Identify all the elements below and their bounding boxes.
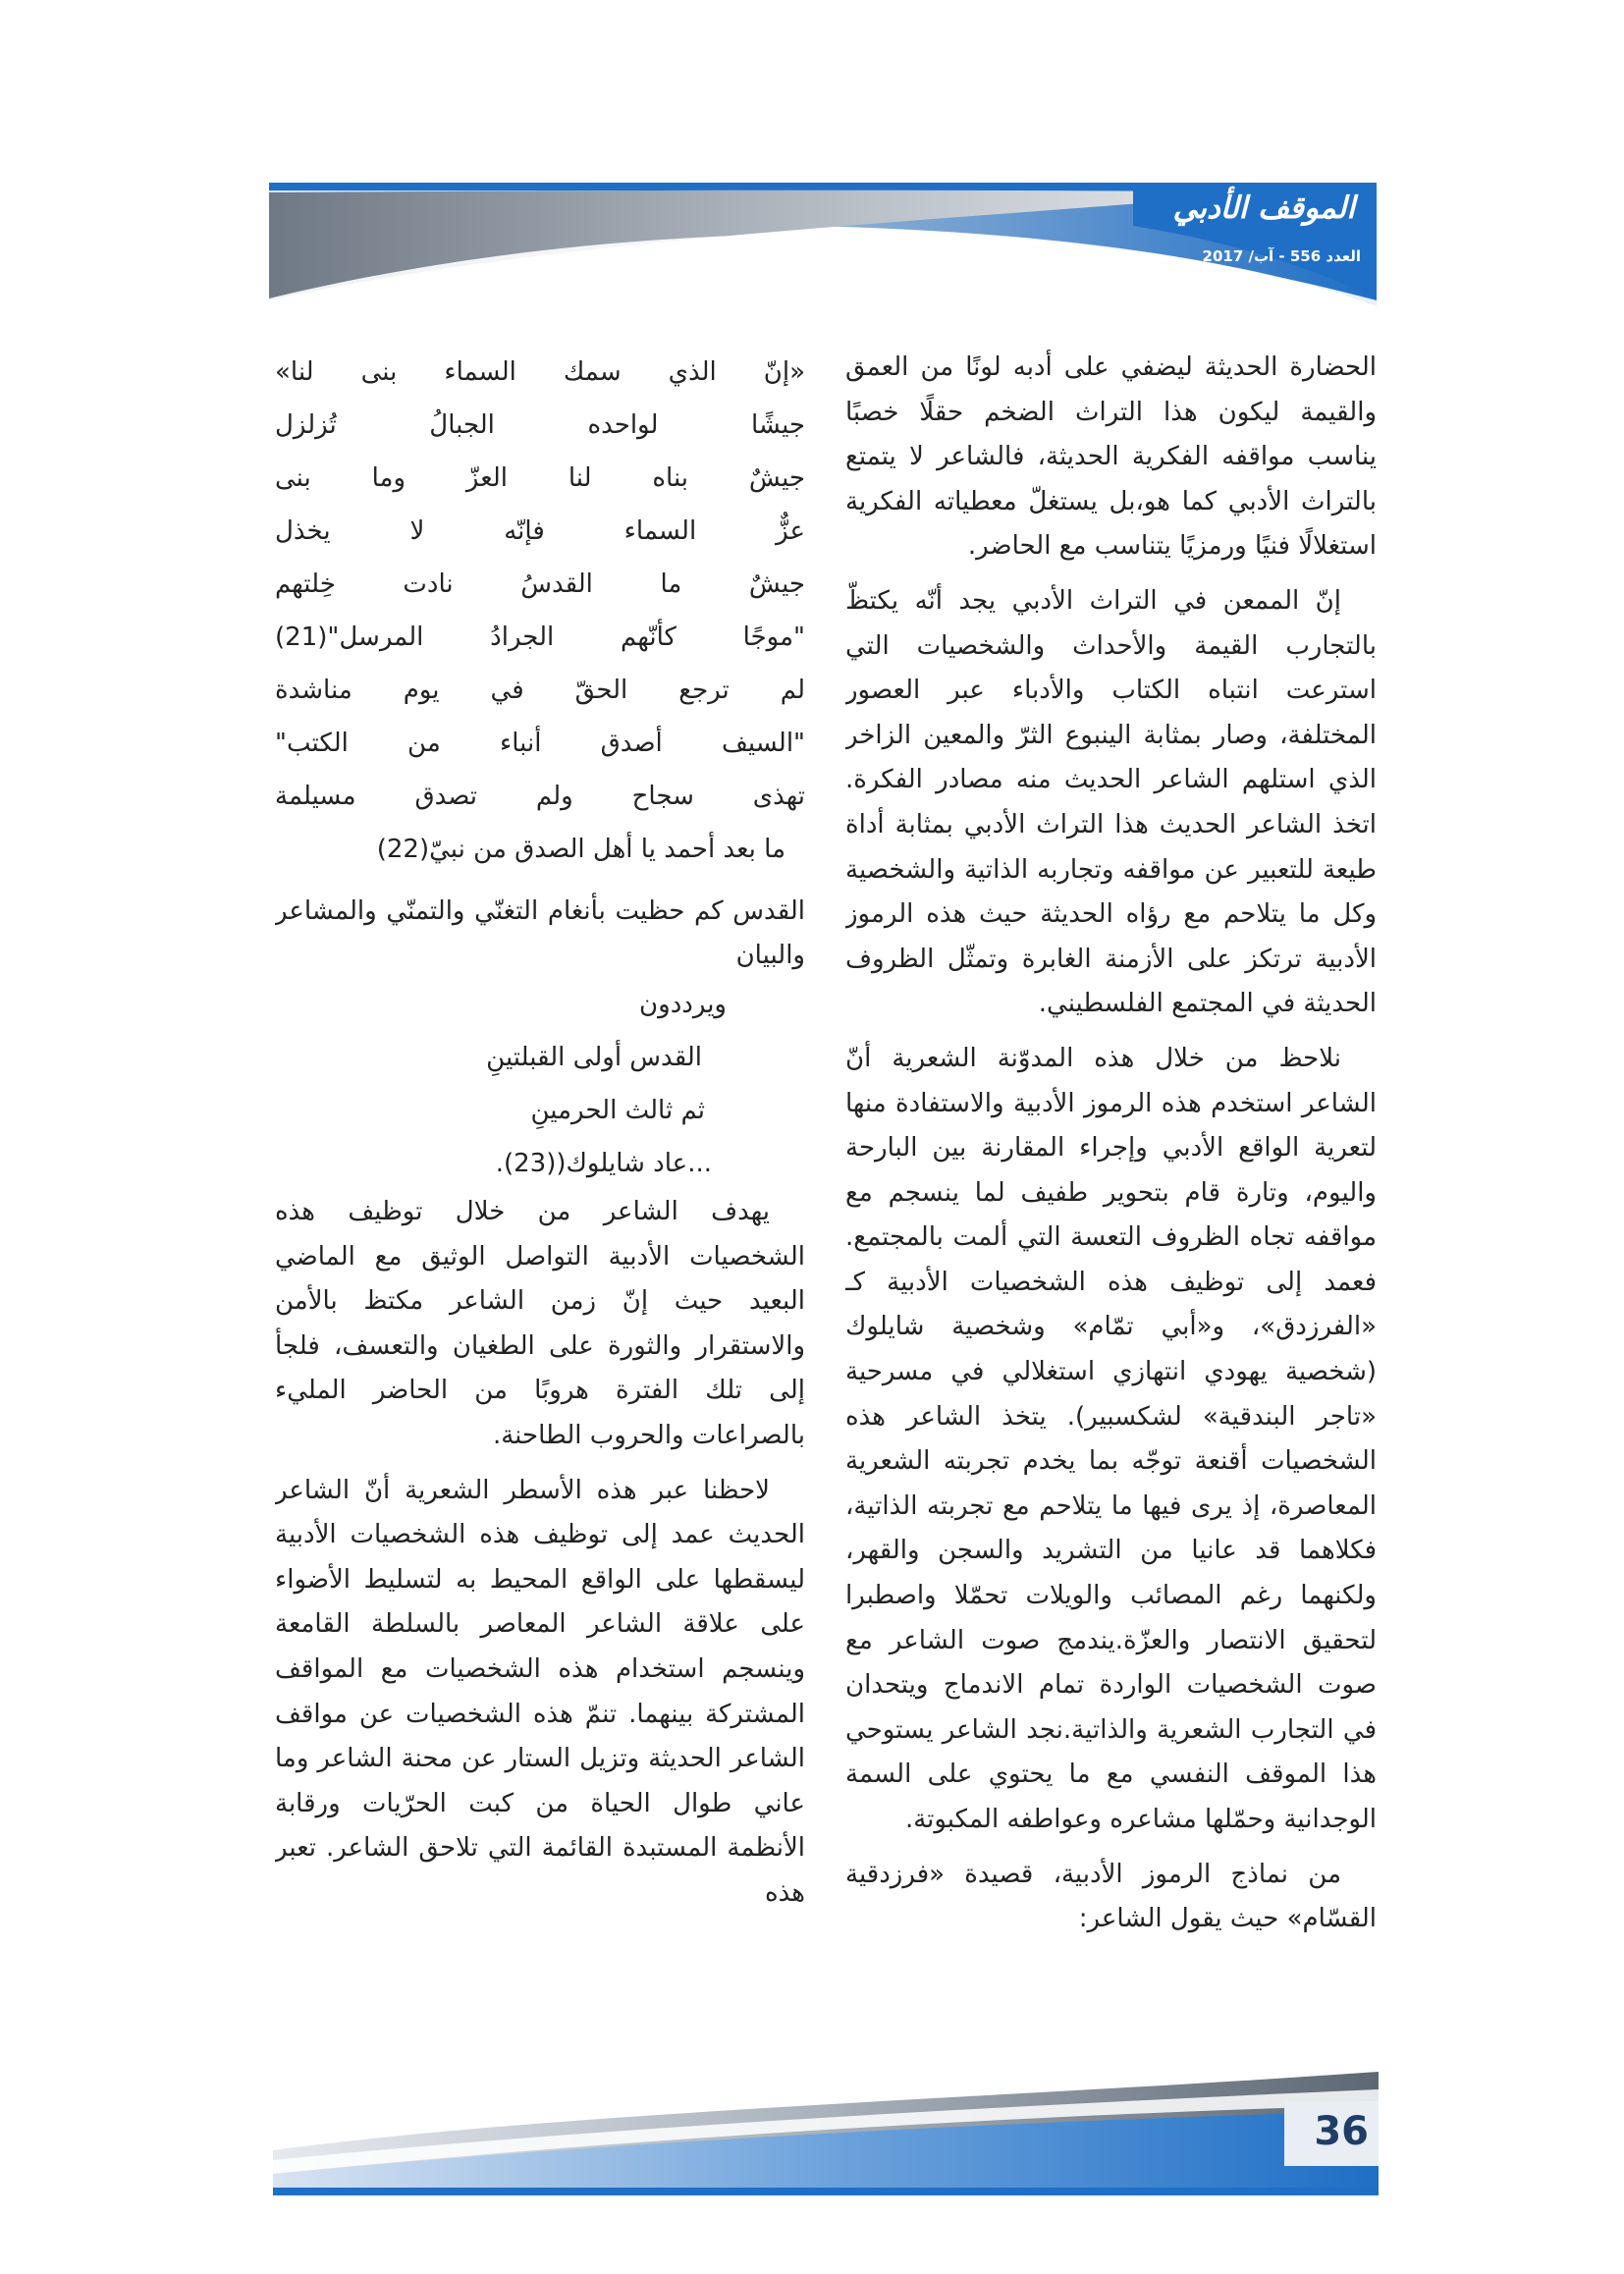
header-banner [269, 183, 1377, 328]
verse-line: عزٌّ السماء فإنّه لا يخذل [275, 516, 805, 546]
verse-line: ما بعد أحمد يا أهل الصدق من نبيّ(22) [376, 835, 785, 864]
free-verse [275, 890, 805, 1190]
paragraph: من نماذج الرموز الأدبية، قصيدة «فرزدقية القسّام» حيث يقول الشاعر: [845, 1859, 1377, 1934]
paragraph: نلاحظ من خلال هذه المدوّنة الشعرية أنّ الشاعر استخدم هذه الرموز الأدبية والاستفادة منها لتعرية الواقع الأدبي وإجراء المقارنة بين البارحة واليوم، وتارة قام بتحوير طفيف لما ينسجم مع مواقفه تجاه الظروف التعسة التي ألمت بالمجتمع. فعمد إلى توظيف هذه الشخصيات الأدبية كـ «الفرزدق»، و«أبي تمّام» وشخصية شايلوك (شخصية يهودي انتهازي استغلالي في مسرحية «تاجر البندقية» لشكسبير). يتخذ الشاعر هذه الشخصيات أقنعة توجّه بما يخدم تجربته الشعرية المعاصرة، إذ يرى فيها ما يتلاحم مع تجربته الذاتية، فكلاهما قد عانيا من التشريد والسجن والقهر، ولكنهما رغم المصائب والويلات تحمّلا واصطبرا لتحقيق الانتصار والعزّة.يندمج صوت الشاعر مع صوت الشخصيات الواردة تمام الاندماج ويتحدان في التجارب الشعرية والذاتية.نجد الشاعر يستوحي هذا الموقف النفسي مع ما يحتوي على السمة الوجدانية وحمّلها مشاعره وعواطفه المكبوتة. [845, 1043, 1377, 1834]
poem-verses [275, 346, 805, 876]
free-verse-line: ...عاد شايلوك((23). [495, 1149, 712, 1178]
free-verse-line: القدس أولى القبلتينِ [486, 1043, 702, 1072]
free-verse-line: ثم ثالث الحرمينِ [530, 1096, 705, 1125]
paragraph: يهدف الشاعر من خلال توظيف هذه الشخصيات الأدبية التواصل الوثيق مع الماضي البعيد حيث إنّ زمن الشاعر مكتظ بالأمن والاستقرار والثورة على الطغيان والتعسف، فلجأ إلى تلك الفترة هروبًا من الحاضر المليء بالصراعات والحروب الطاحنة. [275, 1197, 805, 1450]
left-column [275, 346, 805, 1995]
free-verse-line: ويرددون [639, 990, 727, 1019]
verse-line: لم ترجع الحقّ في يوم مناشدة [275, 676, 805, 705]
footer-swoosh-graphic [273, 2072, 1379, 2195]
issue-line: العدد 556 - آب/ 2017 [1202, 247, 1361, 265]
page-number: 36 [1314, 2109, 1369, 2154]
verse-line: "موجًا كأنّهم الجرادُ المرسل"(21) [275, 623, 805, 652]
magazine-logo: الموقف الأدبي [1172, 190, 1355, 226]
verse-line: جيشٌ ما القدسُ نادت خِلتهم [275, 569, 805, 599]
verse-line: «إنّ الذي سمك السماء بنى لنا» [275, 357, 805, 387]
paragraph: إنّ الممعن في التراث الأدبي يجد أنّه يكتظّ بالتجارب القيمة والأحداث والشخصيات التي استرعت انتباه الكتاب والأدباء عبر العصور المختلفة، وصار بمثابة الينبوع الثرّ والمعين الزاخر الذي استلهم الشاعر الحديث منه مصادر الفكرة. اتخذ الشاعر الحديث هذا التراث الأدبي بمثابة أداة طيعة للتعبير عن مواقفه وتجاربه الذاتية والشخصية وكل ما يتلاحم مع رؤاه الحديثة حيث هذه الرموز الأدبية ترتكز على الأزمنة الغابرة وتمثّل الظروف الحديثة في المجتمع الفلسطيني. [845, 585, 1377, 1019]
paragraph: الحضارة الحديثة ليضفي على أدبه لونًا من العمق والقيمة ليكون هذا التراث الضخم حقلًا خصبًا يناسب مواقفه الفكرية الحديثة، فالشاعر لا يتمتع بالتراث الأدبي كما هو،بل يستغلّ معطياته الفكرية استغلالًا فنيًا ورمزيًا يتناسب مع الحاضر. [845, 352, 1377, 562]
verse-line: "السيف أصدق أنباء من الكتب" [275, 729, 805, 758]
right-column [845, 346, 1377, 1995]
free-verse-line: القدس كم حظيت بأنغام التغنّي والتمنّي والمشاعر والبيان [275, 896, 805, 970]
paragraph: لاحظنا عبر هذه الأسطر الشعرية أنّ الشاعر الحديث عمد إلى توظيف هذه الشخصيات الأدبية ليسقطها على الواقع المحيط به لتسليط الأضواء على علاقة الشاعر المعاصر بالسلطة القامعة وينسجم استخدام هذه الشخصيات مع المواقف المشتركة بينهما. تنمّ هذه الشخصيات عن مواقف الشاعر الحديثة وتزيل الستار عن محنة الشاعر وما عاني طوال الحياة من كبت الحرّيات ورقابة الأنظمة المستبدة القائمة التي تلاحق الشاعر. تعبر هذه [275, 1475, 805, 1908]
verse-line: تهذى سجاح ولم تصدق مسيلمة [275, 782, 805, 811]
verse-line: جيشًا لواحده الجبالُ تُزلزل [275, 410, 805, 440]
verse-line: جيشٌ بناه لنا العزّ وما بنى [275, 463, 805, 493]
footer-banner [273, 2072, 1379, 2195]
